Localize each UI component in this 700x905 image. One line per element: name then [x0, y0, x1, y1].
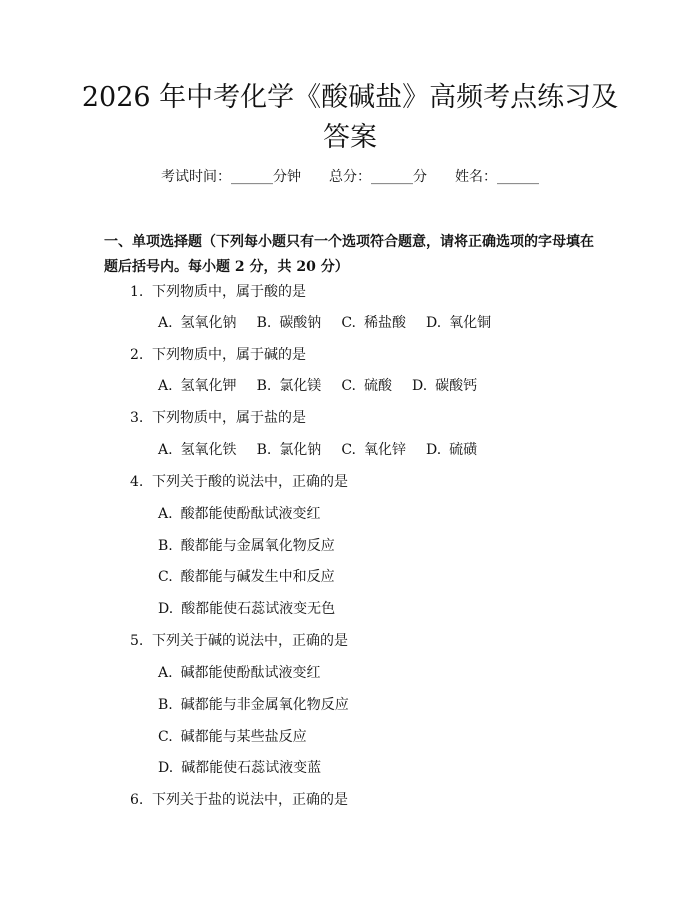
- option-b: B. 氯化钠: [256, 442, 322, 458]
- question-1: [130, 282, 306, 302]
- question-text: 下列物质中，属于盐的是: [152, 410, 306, 426]
- question-4-option-c: C. 酸都能与碱发生中和反应: [158, 569, 335, 585]
- exam-score: 总分：______分: [329, 169, 427, 185]
- question-6: [130, 790, 348, 810]
- option-d: D. 氧化铜: [425, 315, 492, 331]
- option-c: C. 氧化锌: [341, 442, 406, 458]
- option-d: D. 硫磺: [425, 442, 478, 458]
- option-a: A. 氢氧化铁: [158, 442, 237, 458]
- question-3: [130, 408, 306, 428]
- question-text: 下列关于碱的说法中，正确的是: [152, 633, 348, 649]
- exam-info: [0, 166, 700, 188]
- option-a: A. 氢氧化钾: [158, 378, 237, 394]
- document-title-line-1: 2026 年中考化学《酸碱盐》高频考点练习及: [81, 82, 619, 113]
- question-number: 3.: [130, 410, 144, 426]
- option-d: D. 碳酸钙: [411, 378, 478, 394]
- question-3-options: [158, 440, 477, 460]
- exam-time: 考试时间：______分钟: [161, 169, 301, 185]
- question-5-option-b: B. 碱都能与非金属氧化物反应: [158, 697, 349, 713]
- question-4: [130, 472, 348, 492]
- question-text: 下列物质中，属于酸的是: [152, 284, 306, 300]
- question-4-option-b: B. 酸都能与金属氧化物反应: [158, 538, 335, 554]
- option-a: A. 氢氧化钠: [158, 315, 237, 331]
- question-number: 1.: [130, 284, 144, 300]
- option-b: B. 氯化镁: [256, 378, 322, 394]
- option-c: C. 稀盐酸: [341, 315, 406, 331]
- question-number: 6.: [130, 792, 144, 808]
- question-2-options: [158, 376, 477, 396]
- question-1-options: [158, 313, 491, 333]
- question-text: 下列关于酸的说法中，正确的是: [152, 474, 348, 490]
- question-number: 2.: [130, 347, 144, 363]
- question-5-option-d: D. 碱都能使石蕊试液变蓝: [158, 760, 322, 776]
- question-2: [130, 345, 306, 365]
- option-c: C. 硫酸: [341, 378, 392, 394]
- student-name: 姓名：______: [455, 169, 539, 185]
- section-heading: 一、单项选择题（下列每小题只有一个选项符合题意，请将正确选项的字母填在题后括号内。每小题 2 分，共 20 分）: [104, 234, 594, 275]
- question-5-option-c: C. 碱都能与某些盐反应: [158, 729, 307, 745]
- question-4-option-d: D. 酸都能使石蕊试液变无色: [158, 601, 336, 617]
- question-5-option-a: A. 碱都能使酚酞试液变红: [158, 665, 321, 681]
- question-text: 下列物质中，属于碱的是: [152, 347, 306, 363]
- option-b: B. 碳酸钠: [256, 315, 322, 331]
- document-title-line-2: 答案: [323, 122, 377, 153]
- question-text: 下列关于盐的说法中，正确的是: [152, 792, 348, 808]
- question-number: 5.: [130, 633, 144, 649]
- question-4-option-a: A. 酸都能使酚酞试液变红: [158, 506, 321, 522]
- question-5: [130, 631, 348, 651]
- question-number: 4.: [130, 474, 144, 490]
